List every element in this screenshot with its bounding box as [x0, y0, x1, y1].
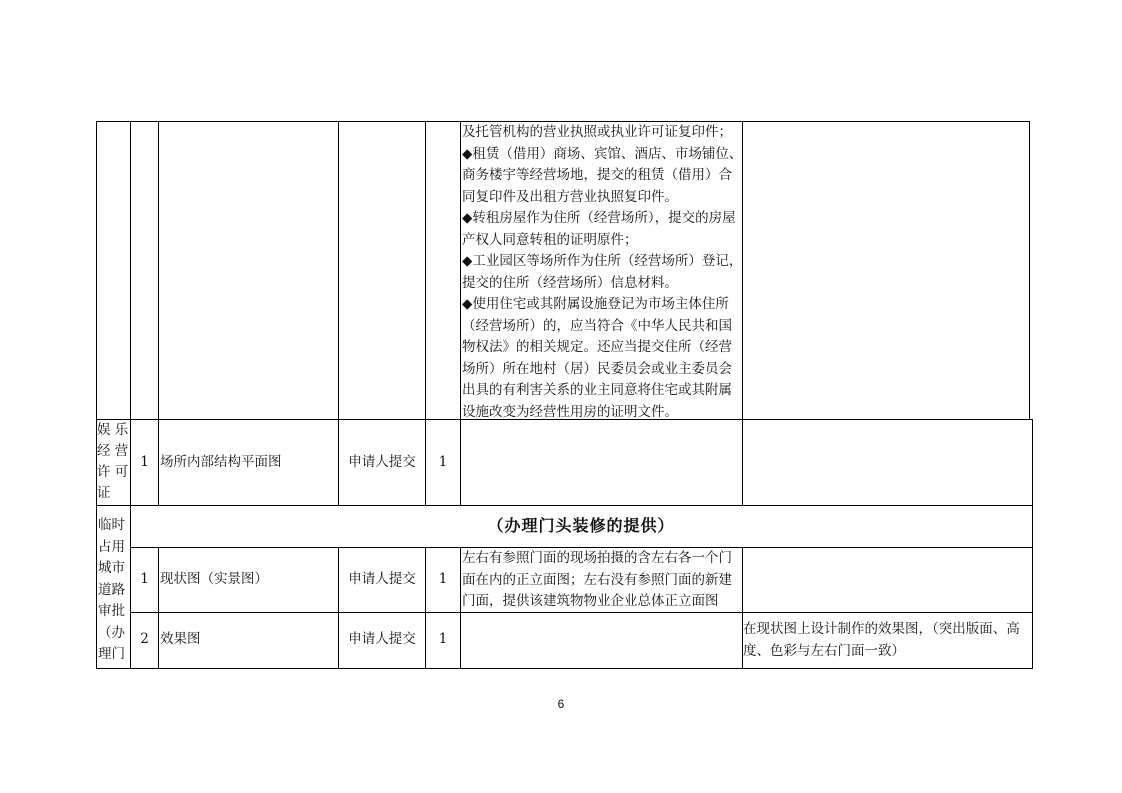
requirement-line: （经营场所）的，应当符合《中华人民共和国 — [462, 317, 732, 334]
copies-cell: 1 — [438, 631, 448, 647]
category-line: （办 — [98, 624, 125, 641]
section-heading: （办理门头装修的提供） — [487, 516, 675, 535]
column-divider — [158, 547, 159, 669]
material-cell: 现状图（实景图） — [160, 571, 268, 587]
copies-cell: 1 — [438, 571, 448, 587]
column-divider — [425, 121, 426, 506]
category-line: 临时 — [98, 517, 125, 533]
table-bottom-border — [96, 668, 1033, 669]
category-line: 证 — [97, 485, 111, 501]
category-cell-entertainment — [97, 420, 128, 504]
category-cell-road — [98, 515, 125, 666]
category-line: 占用 — [98, 538, 125, 555]
seq-cell: 2 — [140, 631, 149, 647]
requirement-line: 左右有参照门面的现场拍摄的含左右各一个门 — [462, 550, 732, 566]
requirement-cell — [462, 548, 732, 613]
category-line: 道路 — [98, 581, 125, 598]
requirement-line: ◆转租房屋作为住所（经营场所），提交的房屋 — [462, 210, 736, 226]
seq-cell: 1 — [140, 454, 149, 470]
requirement-cell — [462, 122, 742, 423]
source-cell: 申请人提交 — [348, 571, 416, 587]
remark-cell — [743, 619, 1020, 662]
requirement-line: 设施改变为经营性用房的证明文件。 — [462, 403, 678, 420]
category-line: 理门 — [98, 646, 125, 662]
table-right-border — [1029, 121, 1030, 420]
page-number: 6 — [557, 697, 565, 711]
column-divider — [460, 547, 461, 669]
column-divider — [338, 547, 339, 669]
table-left-border — [96, 121, 97, 669]
source-cell: 申请人提交 — [348, 454, 416, 470]
requirement-line: 提交的住所（经营场所）信息材料。 — [462, 274, 678, 291]
requirement-line: 同复印件及出租方营业执照复印件。 — [462, 188, 678, 205]
seq-cell: 1 — [140, 571, 149, 587]
category-line: 审批 — [98, 603, 125, 619]
requirement-line: 物权法》的相关规定。还应当提交住所（经营 — [462, 339, 732, 355]
material-cell: 场所内部结构平面图 — [160, 454, 282, 470]
requirement-line: 商务楼宇等经营场地，提交的租赁（借用）合 — [462, 167, 732, 183]
requirement-line: 出具的有利害关系的业主同意将住宅或其附属 — [462, 382, 732, 398]
copies-cell: 1 — [438, 454, 448, 470]
category-line: 娱 乐 — [97, 422, 129, 438]
requirement-line: ◆工业园区等场所作为住所（经营场所）登记， — [462, 253, 743, 269]
source-cell: 申请人提交 — [348, 631, 416, 647]
requirement-line: ◆使用住宅或其附属设施登记为市场主体住所 — [462, 296, 729, 312]
column-divider — [158, 121, 159, 506]
category-line: 城市 — [98, 560, 125, 576]
table-right-border — [1032, 419, 1033, 669]
requirement-line: 场所）所在地村（居）民委员会或业主委员会 — [462, 360, 732, 377]
material-cell: 效果图 — [160, 631, 201, 647]
category-line: 经 营 — [97, 443, 129, 459]
column-divider — [425, 547, 426, 669]
requirement-line: 门面，提供该建筑物物业企业总体正立面图 — [462, 593, 719, 609]
remark-line: 在现状图上设计制作的效果图，（突出版面、高 — [743, 621, 1020, 637]
remark-line: 度、色彩与左右门面一致） — [743, 642, 905, 659]
column-divider — [460, 121, 461, 506]
category-line: 许 可 — [97, 464, 129, 480]
column-divider — [338, 121, 339, 506]
requirement-line: ◆租赁（借用）商场、宾馆、酒店、市场铺位、 — [462, 145, 743, 162]
requirement-line: 面在内的正立面图；左右没有参照门面的新建 — [462, 571, 732, 588]
requirement-line: 及托管机构的营业执照或执业许可证复印件； — [462, 124, 732, 140]
requirement-line: 产权人同意转租的证明原件； — [462, 231, 638, 248]
